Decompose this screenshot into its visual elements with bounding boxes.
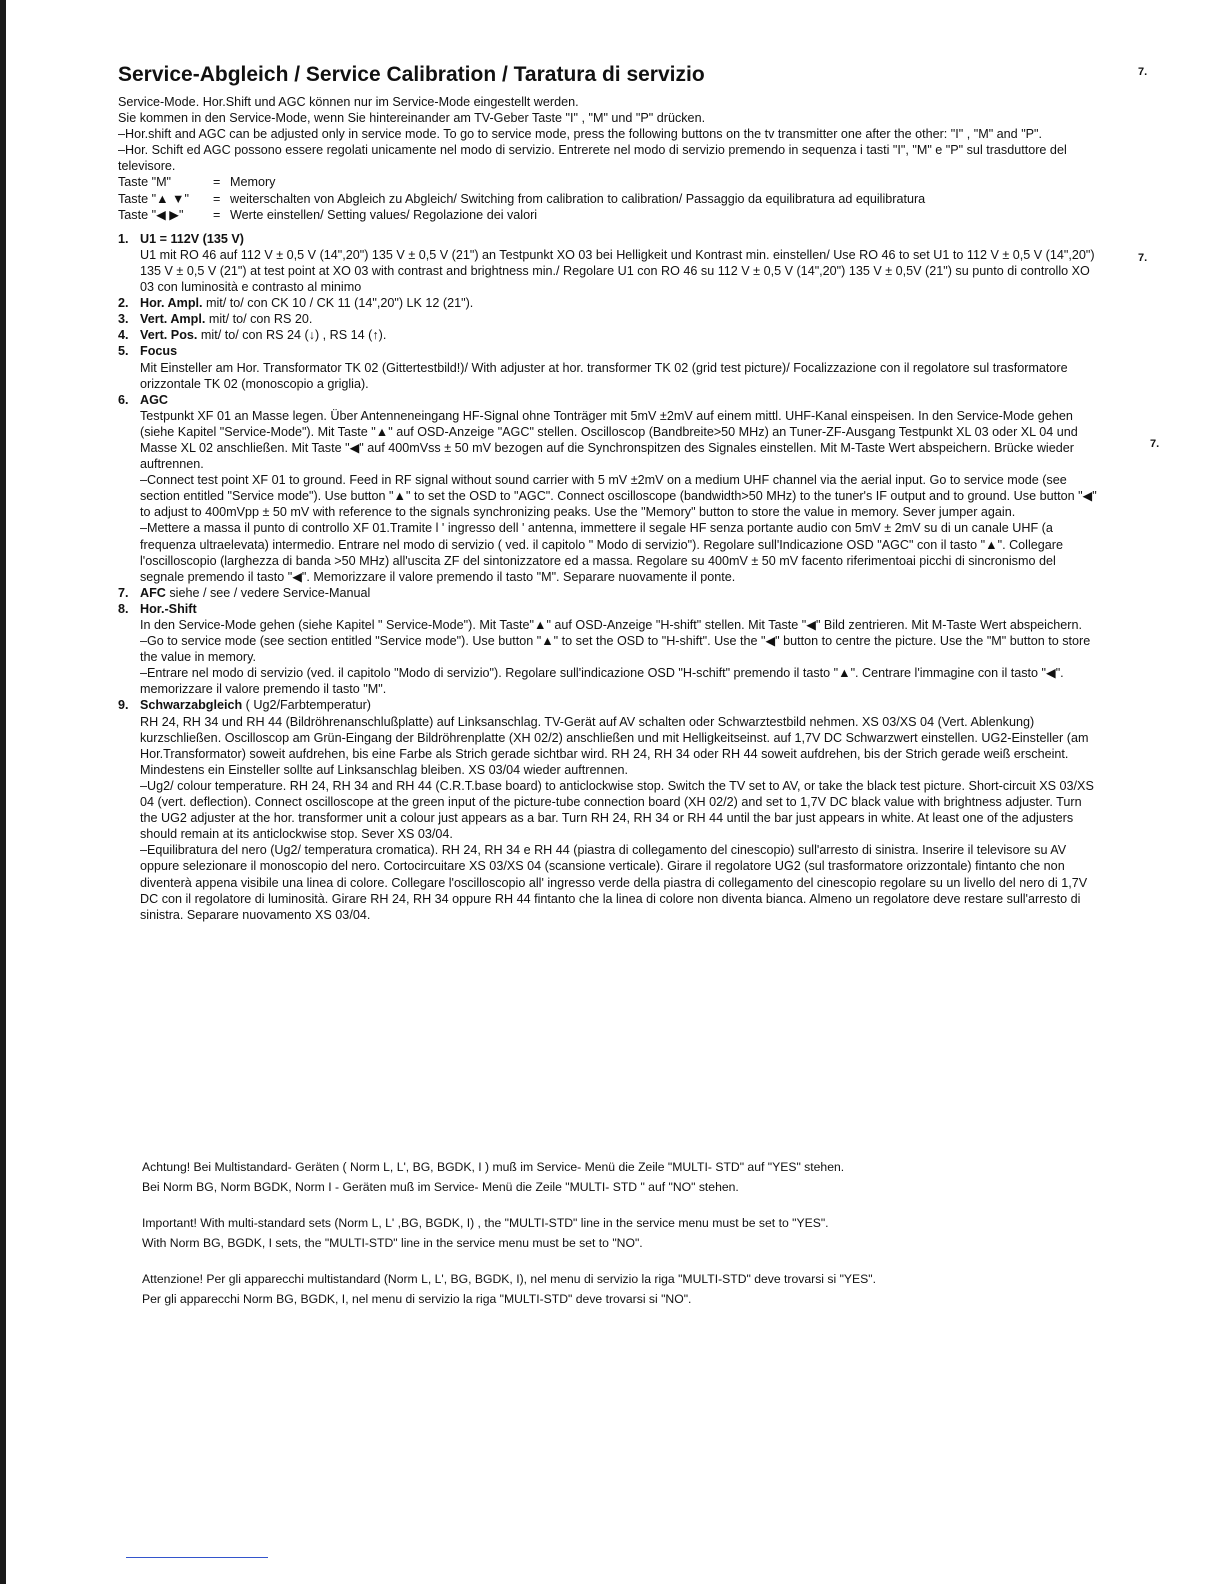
item-number: 3.: [118, 312, 129, 327]
item-heading-rest: mit/ to/ con RS 20.: [205, 312, 313, 327]
note-english: [142, 1213, 1102, 1253]
key-row: [118, 191, 1098, 207]
margin-number: 7.: [1150, 438, 1160, 450]
footer-rule: [126, 1557, 268, 1558]
item-paragraph: –Ug2/ colour temperature. RH 24, RH 34 and RH 44 (C.R.T.base board) to anticlockwise stop. Switch the TV set to AV, or take the black test picture. Short-circuit XS 03/XS 04 (vert. deflection). Connect oscilloscope at the green input of the picture-tube connection board (XH 02/2) and set to 1,7V DC black value with brightness adjuster. Turn the UG2 adjuster at the hor. transformer unit a colour just appears as a bar. Turn RH 24, RH 34 or RH 44 until the bar just appears in white. At least one of the adjusters should remain at its anticlockwise stop. Sever XS 03/04.: [140, 778, 1094, 842]
list-item: [118, 392, 1098, 585]
margin-number: 7.: [1138, 252, 1148, 264]
item-heading-rest: ( Ug2/Farbtemperatur): [242, 698, 371, 713]
key-row: [118, 207, 1098, 223]
item-paragraph: –Connect test point XF 01 to ground. Feed in RF signal without sound carrier with 5 mV ±2mV on a medium UHF channel via the aerial input. Go to service mode (see section entitled "Service mode"). Use button "▲" to set the OSD to "AGC". Connect oscilloscope (bandwidth>50 MHz) to the tuner's IF output and to ground. Use button "◀" to adjust to 400mVpp ± 50 mV with reference to the signals synchronizing peaks. Use the "Memory" button to store the value in memory. Sever jumper again.: [140, 473, 1097, 520]
list-item: [118, 585, 1098, 601]
item-paragraph: –Equilibratura del nero (Ug2/ temperatura cromatica). RH 24, RH 34 e RH 44 (piastra di collegamento del cinescopio) sull'arresto di sinistra. Inserire il televisore su AV oppure selezionare il monoscopio del nero. Cortocircuitare XS 03/XS 04 (scansione verticale). Girare il regolatore UG2 (sul trasformatore orizzontale) fintanto che non diventerà appena visibile una linea di colore. Collegare l'oscilloscopio all' ingresso verde della piastra di collegamento del cinescopio regolare su un livello del nero di 1,7V DC con il regolatore di luminosità. Girare RH 24, RH 34 oppure RH 44 fintanto che la linea di colore non diventa bianca. Almeno un regolatore deve restare sull'arresto di sinistra. Separare nuovamento XS 03/04.: [140, 843, 1088, 922]
binding-edge: [0, 0, 6, 1584]
key-legend: [118, 174, 1098, 222]
item-heading-rest: mit/ to/ con RS 24 (↓) , RS 14 (↑).: [197, 328, 387, 343]
item-number: 1.: [118, 231, 129, 246]
item-heading: Schwarzabgleich: [140, 698, 243, 713]
key-label: Taste "M": [118, 175, 172, 190]
key-sep: =: [213, 191, 221, 206]
item-number: 4.: [118, 328, 129, 343]
item-number: 6.: [118, 392, 129, 407]
item-paragraph: Testpunkt XF 01 an Masse legen. Über Antenneneingang HF-Signal ohne Tonträger mit 5mV ±2mV auf einem mittl. UHF-Kanal einspeisen. In den Service-Mode gehen (siehe Kapitel "Service-Mode"). Mit Taste "▲" auf OSD-Anzeige "AGC" stellen. Oscilloscop (Bandbreite>50 MHz) an Tuner-ZF-Ausgang Testpunkt XL 03 oder XL 04 und Masse XL 02 anschließen. Mit Taste "◀" auf 400mVss ± 50 mV bezogen auf die Synchronspitzen des Signales einstellen. Mit M-Taste Wert abspeichern. Brücke wieder auftrennen.: [140, 408, 1078, 472]
item-paragraph: –Entrare nel modo di servizio (ved. il capitolo "Modo di servizio"). Regolare sull'indicazione OSD "H-schift" premendo il tasto "▲". Centrare l'immagine con il tasto "◀". memorizzare il valore premendo il tasto "M".: [140, 666, 1064, 697]
item-heading-rest: siehe / see / vedere Service-Manual: [165, 585, 371, 600]
item-heading: AGC: [140, 392, 168, 407]
note-italian: [142, 1269, 1102, 1309]
item-heading-rest: mit/ to/ con CK 10 / CK 11 (14",20") LK 12 (21").: [202, 296, 474, 311]
item-number: 2.: [118, 296, 129, 311]
item-paragraph: In den Service-Mode gehen (siehe Kapitel " Service-Mode"). Mit Taste"▲" auf OSD-Anzeige "H-shift" stellen. Mit Taste "◀" Bild zentrieren. Mit M-Taste Wert abspeichern.: [140, 618, 1082, 632]
intro-paragraph: Sie kommen in den Service-Mode, wenn Sie hintereinander am TV-Geber Taste "I" , "M" und "P" drücken.: [118, 111, 706, 126]
key-label: Taste "▲ ▼": [118, 191, 189, 206]
multi-standard-notes: [142, 1157, 1102, 1325]
list-item: [118, 231, 1098, 295]
note-line: Per gli apparecchi Norm BG, BGDK, I, nel menu di servizio la riga "MULTI-STD" deve trovarsi si "NO".: [142, 1292, 692, 1306]
note-line: Achtung! Bei Multistandard- Geräten ( Norm L, L', BG, BGDK, I ) muß im Service- Menü die Zeile "MULTI- STD" auf "YES" stehen.: [142, 1160, 845, 1174]
key-label: Taste "◀ ▶": [118, 207, 184, 222]
item-paragraph: –Mettere a massa il punto di controllo XF 01.Tramite l ' ingresso dell ' antenna, immettere il segale HF senza portante audio con 5mV ± 2mV su di un canale UHF (a frequenza ultraelevata) intermedio. Entrare nel modo di servizio ( ved. il capitolo " Modo di servizio"). Regolare sull'Indicazione OSD "AGC" con il tasto "▲". Collegare l'oscilloscopio (larghezza di banda >50 MHz) all'uscita ZF del sintonizzatore ed a massa. Regolare su 400mV ± 50 mV facento riferimentoai picchi di sincronismo del segnale premendo il tasto "◀". Memorizzare il valore premendo il tasto "M". Separare nuovamente il ponte.: [140, 521, 1063, 584]
note-german: [142, 1157, 1102, 1197]
key-sep: =: [213, 175, 221, 190]
note-line: Attenzione! Per gli apparecchi multistandard (Norm L, L', BG, BGDK, I), nel menu di servizio la riga "MULTI-STD" deve trovarsi si "YES".: [142, 1272, 876, 1286]
item-paragraph: –Go to service mode (see section entitled "Service mode"). Use button "▲" to set the OSD to "H-shift". Use the "◀" button to centre the picture. Use the "M" button to store the value in memory.: [140, 634, 1091, 665]
calibration-steps: [118, 231, 1098, 923]
item-paragraph: Mit Einsteller am Hor. Transformator TK 02 (Gittertestbild!)/ With adjuster at hor. transformer TK 02 (grid test picture)/ Focalizzazione con il regolatore sul trasformatore orizzontale TK 02 (monoscopio a griglia).: [140, 360, 1068, 391]
intro: [118, 94, 1098, 174]
list-item: [118, 601, 1098, 698]
key-text: weiterschalten von Abgleich zu Abgleich/ Switching from calibration to calibration/ Passaggio da equilibratura ad equilibratura: [230, 191, 926, 206]
note-line: Bei Norm BG, Norm BGDK, Norm I - Geräten muß im Service- Menü die Zeile "MULTI- STD " auf "NO" stehen.: [142, 1180, 739, 1194]
item-heading: AFC: [140, 585, 166, 600]
key-text: Werte einstellen/ Setting values/ Regolazione dei valori: [230, 207, 538, 222]
item-heading: Vert. Pos.: [140, 328, 198, 343]
key-sep: =: [213, 207, 221, 222]
item-number: 9.: [118, 698, 129, 713]
note-line: Important! With multi-standard sets (Norm L, L' ,BG, BGDK, I) , the "MULTI-STD" line in the service menu must be set to "YES".: [142, 1216, 829, 1230]
intro-paragraph: –Hor.shift and AGC can be adjusted only in service mode. To go to service mode, press the following buttons on the tv transmitter one after the other: "I" , "M" and "P".: [118, 127, 1043, 142]
intro-paragraph: –Hor. Schift ed AGC possono essere regolati unicamente nel modo di servizio. Entrerete nel modo di servizio premendo in sequenza i tasti "I", "M" e "P" sul trasduttore del televisore.: [118, 143, 1067, 174]
item-number: 5.: [118, 344, 129, 359]
list-item: [118, 697, 1098, 922]
item-heading: Hor.-Shift: [140, 601, 197, 616]
item-heading: Hor. Ampl.: [140, 296, 203, 311]
item-heading: Vert. Ampl.: [140, 312, 206, 327]
list-item: [118, 327, 1098, 343]
intro-paragraph: Service-Mode. Hor.Shift und AGC können nur im Service-Mode eingestellt werden.: [118, 95, 579, 109]
page-title: Service-Abgleich / Service Calibration / Taratura di servizio: [118, 63, 705, 86]
item-number: 7.: [118, 585, 129, 600]
item-number: 8.: [118, 601, 129, 616]
document-body: [118, 62, 1098, 923]
item-paragraph: U1 mit RO 46 auf 112 V ± 0,5 V (14",20") 135 V ± 0,5 V (21") an Testpunkt XO 03 bei Helligkeit und Kontrast min. einstellen/ Use RO 46 to set U1 to 112 V ± 0,5 V (14",20") 135 V ± 0,5 V (21") at test point at XO 03 with contrast and brightness min./ Regolare U1 con RO 46 su 112 V ± 0,5 V (14",20") 135 V ± 0,5V (21") su punto di controllo XO 03 con luminosità e contrasto al minimo: [140, 247, 1095, 295]
list-item: [118, 311, 1098, 327]
key-text: Memory: [230, 175, 276, 190]
item-heading: U1 = 112V (135 V): [140, 231, 244, 246]
item-paragraph: RH 24, RH 34 und RH 44 (Bildröhrenanschlußplatte) auf Linksanschlag. TV-Gerät auf AV schalten oder Schwarztestbild nehmen. XS 03/XS 04 (Vert. Ablenkung) kurzschließen. Oscilloscop am Grün-Eingang der Bildröhrenplatte (XH 02/2) anschließen und mit Helligkeitseinst. auf 1,7V DC Schwarzwert einstellen. UG2-Einsteller (am Hor.Transformator) soweit aufdrehen, bis eine Farbe als Strich gerade sichtbar wird. RH 24, RH 34 oder RH 44 soweit aufdrehen, bis der Strich gerade weiß erscheint. Mindestens ein Einsteller sollte auf Linksanschlag bleiben. XS 03/04 wieder auftrennen.: [140, 714, 1089, 777]
list-item: [118, 295, 1098, 311]
note-line: With Norm BG, BGDK, I sets, the "MULTI-STD" line in the service menu must be set to "NO".: [142, 1236, 643, 1250]
list-item: [118, 343, 1098, 391]
key-row: [118, 174, 1098, 190]
item-heading: Focus: [140, 344, 178, 359]
margin-number: 7.: [1138, 66, 1148, 78]
